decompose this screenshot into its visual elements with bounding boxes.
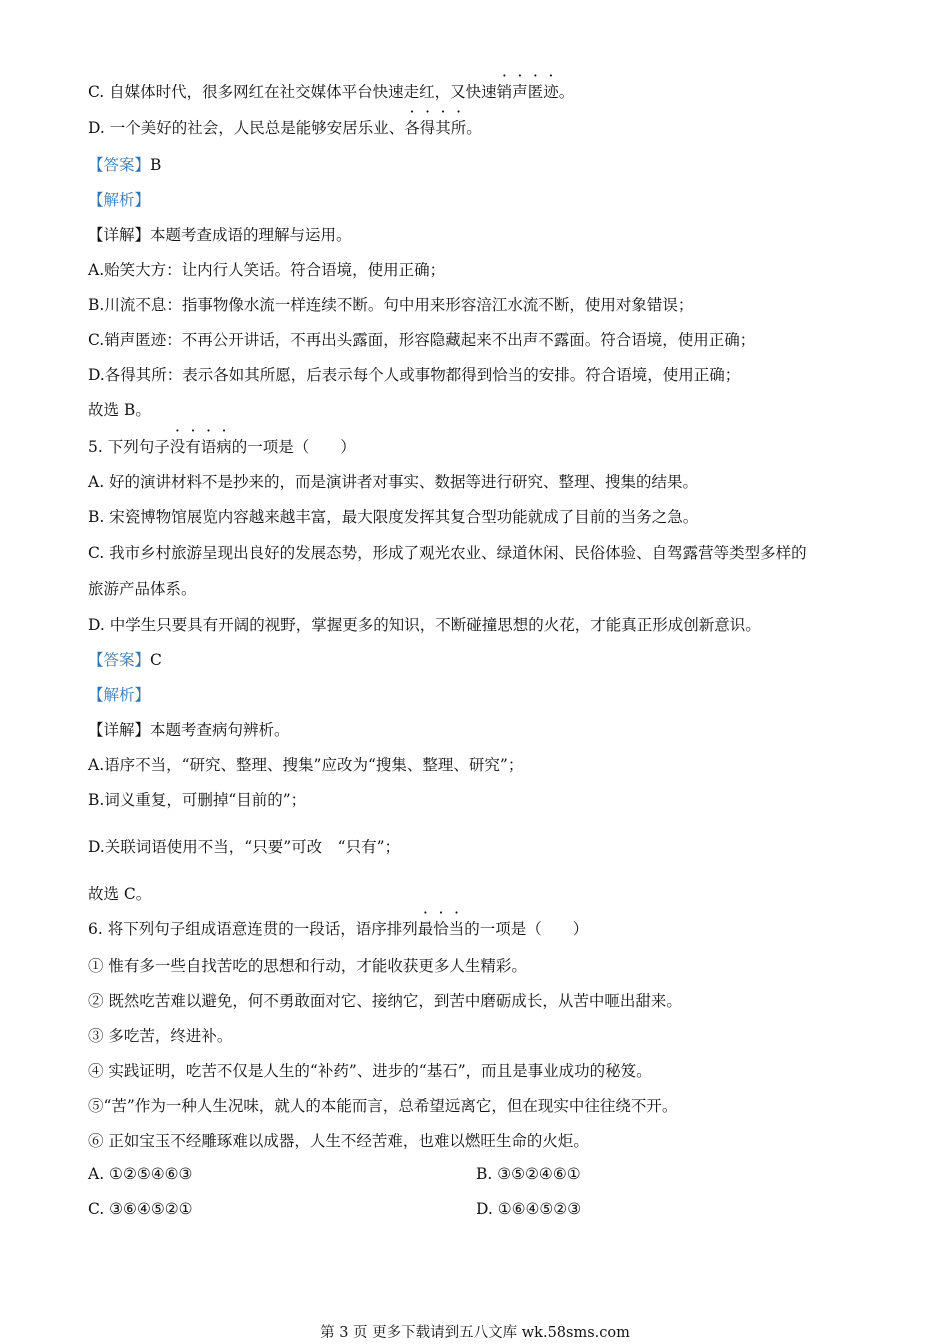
q6-option-d: D. ①⑥④⑤②③ (476, 1200, 582, 1218)
q6-sentence-2: ② 既然吃苦难以避免，何不勇敢面对它、接纳它，到苦中磨砺成长，从苦中咂出甜来。 (88, 992, 682, 1010)
q6-sentence-4: ④ 实践证明，吃苦不仅是人生的“补药”、进步的“基石”，而且是事业成功的秘笈。 (88, 1062, 652, 1080)
q6-sentence-1: ① 惟有多一些自找苦吃的思想和行动，才能收获更多人生精彩。 (88, 957, 527, 975)
q6-stem-emphasis-char: 当 (448, 920, 465, 938)
q5-explain-b: B.词义重复，可删掉“目前的”； (88, 791, 307, 809)
q4-analysis-tag: 【解析】 (88, 191, 151, 209)
q4-option-c-emphasis-char: 声 (512, 83, 528, 101)
q5-option-d: D. 中学生只要具有开阔的视野，掌握更多的知识，不断碰撞思想的火花，才能真正形成创新意识。 (88, 616, 761, 634)
q4-option-c-end: 。 (558, 83, 575, 101)
q6-sentence-3: ③ 多吃苦，终进补。 (88, 1027, 233, 1045)
q5-option-c-line2: 旅游产品体系。 (88, 580, 197, 598)
q6-option-c: C. ③⑥④⑤②① (88, 1200, 193, 1218)
q4-explain-a: A.贻笑大方：让内行人笑话。符合语境，使用正确； (88, 261, 446, 279)
q5-conclusion: 故选 C。 (88, 885, 152, 903)
document-page (88, 0, 888, 1344)
q4-option-d-text: D. 一个美好的社会，人民总是能够安居乐业、 (88, 119, 405, 137)
q4-option-c-emphasis-char: 销 (496, 83, 513, 101)
q4-answer (88, 154, 161, 176)
page-footer: 第 3 页 更多下载请到五八文库 wk.58sms.com (320, 1325, 630, 1341)
q5-stem-emphasis-char: 没 (169, 438, 186, 456)
q6-option-b: B. ③⑤②④⑥① (476, 1165, 581, 1183)
q4-option-d (88, 117, 482, 139)
q6-sentence-5: ⑤“苦”作为一种人生况味，就人的本能而言，总希望远离它，但在现实中往往绕不开。 (88, 1097, 678, 1115)
q4-option-d-emphasis-char: 各 (404, 119, 420, 137)
q5-option-a: A. 好的演讲材料不是抄来的，而是演讲者对事实、数据等进行研究、整理、搜集的结果。 (88, 473, 699, 491)
q5-stem-emphasis-char: 语 (200, 438, 217, 456)
q4-option-c (88, 81, 574, 103)
q5-explain-a: A.语序不当，“研究、整理、搜集”应改为“搜集、整理、研究”； (88, 756, 524, 774)
q6-stem-start: 6. 将下列句子组成语意连贯的一段话，语序排列 (88, 920, 418, 938)
q4-option-c-emphasis (497, 83, 559, 101)
q4-conclusion: 故选 B。 (88, 401, 151, 419)
q5-stem-emphasis-char: 病 (216, 438, 232, 456)
q4-option-c-text: C. 自媒体时代，很多网红在社交媒体平台快速走红，又快速 (88, 83, 497, 101)
q4-answer-tag: 【答案】 (88, 156, 151, 174)
q5-stem-emphasis-char: 有 (185, 438, 201, 456)
q4-explain-b: B.川流不息：指事物像水流一样连续不断。句中用来形容涪江水流不断，使用对象错误； (88, 296, 694, 314)
q6-sentence-6: ⑥ 正如宝玉不经雕琢难以成器，人生不经苦难，也难以燃旺生命的火炬。 (88, 1132, 589, 1150)
q6-stem-emphasis (418, 920, 465, 938)
q5-option-b: B. 宋瓷博物馆展览内容越来越丰富，最大限度发挥其复合型功能就成了目前的当务之急。 (88, 508, 699, 526)
q5-explain-d: D.关联词语使用不当，“只要”可改 “只有”； (88, 838, 400, 856)
q4-explain-d: D.各得其所：表示各如其所愿，后表示每个人或事物都得到恰当的安排。符合语境，使用正确； (88, 366, 741, 384)
q4-option-c-emphasis-char: 匿 (527, 83, 544, 101)
q6-stem-end: 的一项是（ ） (464, 920, 589, 938)
q6-stem (88, 918, 588, 940)
q5-answer-tag: 【答案】 (88, 651, 151, 669)
q5-stem-start: 5. 下列句子 (88, 438, 170, 456)
q4-explain-c: C.销声匿迹：不再公开讲话，不再出头露面，形容隐藏起来不出声不露面。符合语境，使用正确； (88, 331, 756, 349)
q5-answer (88, 649, 162, 671)
q5-stem (88, 436, 356, 458)
q4-option-d-emphasis-char: 所 (450, 119, 467, 137)
q5-stem-emphasis (170, 438, 232, 456)
q5-stem-end: 的一项是（ ） (231, 438, 356, 456)
q5-analysis-tag: 【解析】 (88, 686, 151, 704)
q5-option-c-line1: C. 我市乡村旅游呈现出良好的发展态势，形成了观光农业、绿道休闲、民俗体验、自驾露营等类型多样的 (88, 544, 807, 562)
q4-detail: 【详解】本题考查成语的理解与运用。 (88, 226, 352, 244)
q4-option-d-end: 。 (466, 119, 482, 137)
q6-stem-emphasis-char: 最 (417, 920, 434, 938)
q4-answer-value: B (150, 156, 162, 174)
q4-option-d-emphasis-char: 得 (419, 119, 436, 137)
q4-option-c-emphasis-char: 迹 (543, 83, 559, 101)
q6-option-a: A. ①②⑤④⑥③ (88, 1165, 193, 1183)
q4-option-d-emphasis-char: 其 (435, 119, 451, 137)
q6-stem-emphasis-char: 恰 (433, 920, 449, 938)
q4-option-d-emphasis (404, 119, 466, 137)
q5-answer-value: C (150, 651, 162, 669)
q5-detail: 【详解】本题考查病句辨析。 (88, 721, 290, 739)
